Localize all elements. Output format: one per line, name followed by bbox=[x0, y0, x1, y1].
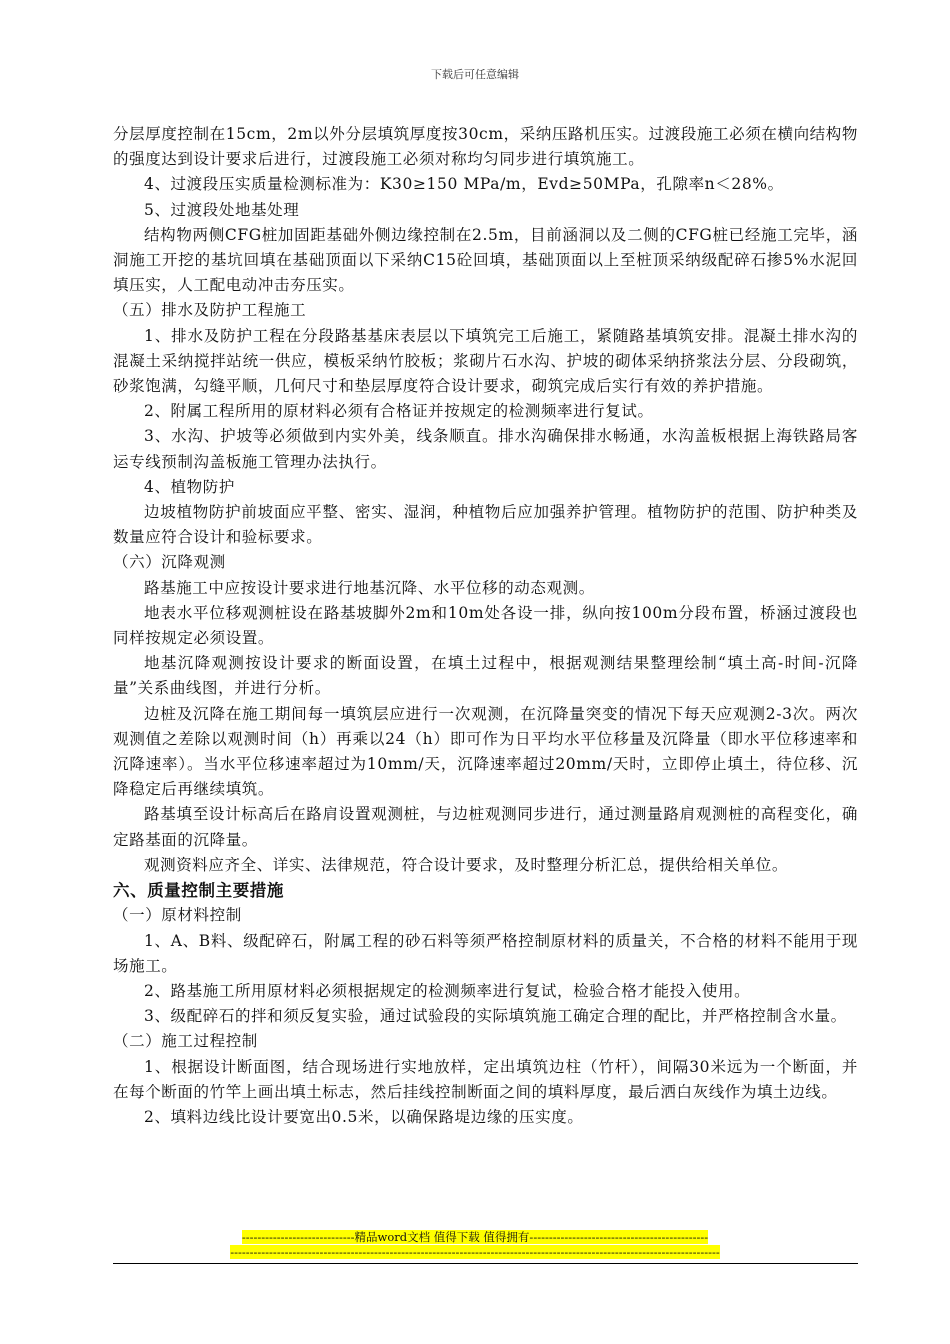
paragraph: 2、附属工程所用的原材料必须有合格证并按规定的检测频率进行复试。 bbox=[144, 402, 654, 421]
paragraph: 边桩及沉降在施工期间每一填筑层应进行一次观测，在沉降量突变的情况下每天应观测2-3次。两次观测值之差除以观测时间（h）再乘以24（h）即可作为日平均水平位移量及沉降量（即水平位移速率和沉降速率）。当水平位移速率超过为10mm/天，沉降速率超过20mm/天时，立即停止填土，待位移、沉降稳定后再继续填筑。 bbox=[113, 704, 858, 799]
paragraph: 分层厚度控制在15cm，2m以外分层填筑厚度按30cm，采纳压路机压实。过渡段施工必须在横向结构物的强度达到设计要求后进行，过渡段施工必须对称均匀同步进行填筑施工。 bbox=[113, 125, 858, 169]
paragraph: 5、过渡段处地基处理 bbox=[144, 200, 300, 219]
paragraph: 观测资料应齐全、详实、法律规范，符合设计要求，及时整理分析汇总，提供给相关单位。 bbox=[144, 855, 789, 874]
subsection-title: （二）施工过程控制 bbox=[113, 1032, 258, 1051]
footer-dashes bbox=[0, 1245, 950, 1260]
paragraph: 3、水沟、护坡等必须做到内实外美，线条顺直。排水沟确保排水畅通，水沟盖板根据上海铁路局客运专线预制沟盖板施工管理办法执行。 bbox=[113, 427, 858, 471]
document-body bbox=[113, 122, 858, 1130]
section-heading: 六、质量控制主要措施 bbox=[113, 881, 284, 901]
paragraph: 1、A、B料、级配碎石，附属工程的砂石料等须严格控制原材料的质量关，不合格的材料不能用于现场施工。 bbox=[113, 931, 858, 975]
paragraph: 4、植物防护 bbox=[144, 477, 235, 496]
paragraph: 地基沉降观测按设计要求的断面设置，在填土过程中，根据观测结果整理绘制“填土高-时间-沉降量”关系曲线图，并进行分析。 bbox=[113, 654, 858, 698]
paragraph: 地表水平位移观测桩设在路基坡脚外2m和10m处各设一排，纵向按100m分段布置，桥涵过渡段也同样按规定必须设置。 bbox=[113, 603, 858, 648]
paragraph: 边坡植物防护前坡面应平整、密实、湿润，种植物后应加强养护管理。植物防护的范围、防护种类及数量应符合设计和验标要求。 bbox=[113, 503, 858, 547]
paragraph: 1、排水及防护工程在分段路基基床表层以下填筑完工后施工，紧随路基填筑安排。混凝土排水沟的混凝土采纳搅拌站统一供应，模板采纳竹胶板；浆砌片石水沟、护坡的砌体采纳挤浆法分层、分段砌筑，砂浆饱满，勾缝平顺，几何尺寸和垫层厚度符合设计要求，砌筑完成后实行有效的养护措施。 bbox=[113, 326, 858, 396]
paragraph: 路基施工中应按设计要求进行地基沉降、水平位移的动态观测。 bbox=[144, 578, 595, 597]
paragraph: 路基填至设计标高后在路肩设置观测桩，与边桩观测同步进行，通过测量路肩观测桩的高程变化，确定路基面的沉降量。 bbox=[113, 805, 858, 849]
subsection-title: （六）沉降观测 bbox=[113, 553, 226, 572]
footer-dashes-text: ------------------------------------------------------------------------------------------------------------------------------ bbox=[230, 1245, 720, 1259]
footer-banner bbox=[0, 1230, 950, 1245]
footer-rule bbox=[113, 1263, 858, 1264]
footer-banner-text: -----------------------------精品word文档 值得下载 值得拥有---------------------------------------------- bbox=[241, 1230, 709, 1244]
paragraph: 4、过渡段压实质量检测标准为：K30≥150 MPa/m，Evd≥50MPa，孔隙率n＜28%。 bbox=[144, 175, 784, 194]
paragraph: 2、路基施工所用原材料必须根据规定的检测频率进行复试，检验合格才能投入使用。 bbox=[144, 981, 751, 1000]
subsection-title: （一）原材料控制 bbox=[113, 906, 242, 925]
paragraph: 结构物两侧CFG桩加固距基础外侧边缘控制在2.5m，目前涵洞以及二侧的CFG桩已经施工完毕，涵洞施工开挖的基坑回填在基础顶面以下采纳C15砼回填，基础顶面以上至桩顶采纳级配碎石掺5%水泥回填压实，人工配电动冲击夯压实。 bbox=[113, 225, 858, 295]
paragraph: 1、根据设计断面图，结合现场进行实地放样，定出填筑边柱（竹杆），间隔30米远为一个断面，并在每个断面的竹竿上画出填土标志，然后挂线控制断面之间的填料厚度，最后洒白灰线作为填土边线。 bbox=[113, 1057, 858, 1101]
paragraph: 3、级配碎石的拌和须反复实验，通过试验段的实际填筑施工确定合理的配比，并严格控制含水量。 bbox=[144, 1007, 847, 1026]
paragraph: 2、填料边线比设计要宽出0.5米，以确保路堤边缘的压实度。 bbox=[144, 1107, 584, 1126]
subsection-title: （五）排水及防护工程施工 bbox=[113, 301, 307, 320]
page-header: 下载后可任意编辑 bbox=[431, 68, 519, 81]
